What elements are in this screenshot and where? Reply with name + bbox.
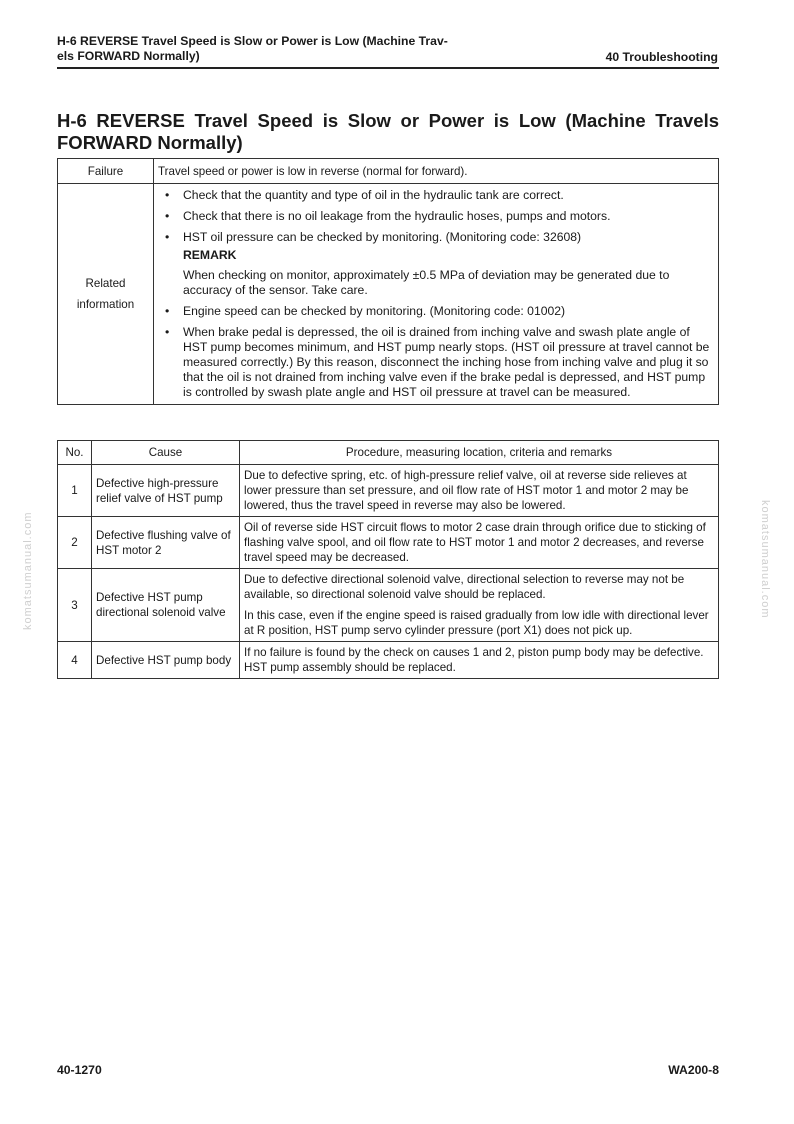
procedure-text: If no failure is found by the check on causes 1 and 2, piston pump body may be defective. HST pump assembly should be replaced.: [244, 646, 704, 674]
model-name: WA200-8: [668, 1063, 719, 1077]
cause-table: [57, 440, 719, 679]
info-item: [158, 209, 714, 224]
page-number: 40-1270: [57, 1063, 102, 1077]
info-item: [158, 304, 714, 319]
remark-block: [158, 248, 714, 298]
procedure-cell: [240, 642, 719, 679]
procedure-cell: [240, 517, 719, 569]
cause-number: 1: [58, 465, 92, 517]
procedure-cell: [240, 465, 719, 517]
bullet-icon: •: [165, 304, 170, 318]
info-item-text: When brake pedal is depressed, the oil is drained from inching valve and swash plate angle of HST pump becomes minimum, and HST pump nearly stops. (HST oil pressure at travel cannot be measured correctly.) By this reason, disconnect the inching hose from inching valve and plug it so that the oil is not drained from inching valve even if the brake pedal is depressed, and HST pump is controlled by swash plate angle and HST oil pressure at travel can be measured.: [183, 325, 710, 399]
cause-text: Defective high-pressure relief valve of HST pump: [92, 465, 240, 517]
header-no: No.: [58, 441, 92, 465]
remark-title: REMARK: [183, 248, 237, 262]
failure-row: [58, 159, 719, 184]
cause-number: 2: [58, 517, 92, 569]
cause-text: Defective flushing valve of HST motor 2: [92, 517, 240, 569]
info-item: [158, 188, 714, 203]
cause-number: 3: [58, 569, 92, 642]
related-information-row: [58, 184, 719, 405]
failure-label: Failure: [58, 159, 154, 184]
header-cause: Cause: [92, 441, 240, 465]
procedure-cell: [240, 569, 719, 642]
related-label-text: Related information: [76, 277, 135, 311]
info-item: [158, 325, 714, 400]
info-item-text: HST oil pressure can be checked by monitoring. (Monitoring code: 32608): [183, 230, 582, 244]
cause-row: [58, 517, 719, 569]
related-info-list: [158, 184, 714, 249]
related-information: [154, 184, 719, 405]
bullet-icon: •: [165, 188, 170, 202]
cause-row: [58, 465, 719, 517]
cause-text: Defective HST pump directional solenoid valve: [92, 569, 240, 642]
remark-text: When checking on monitor, approximately ±0.5 MPa of deviation may be generated due to accuracy of the sensor. Take care.: [183, 268, 670, 297]
bullet-icon: •: [165, 209, 170, 223]
watermark-right: komatsumanual.com: [759, 500, 771, 619]
procedure-text: Due to defective directional solenoid valve, directional selection to reverse may not be available, so directional solenoid valve should be replaced.: [244, 573, 685, 601]
procedure-text: Due to defective spring, etc. of high-pressure relief valve, oil at reverse side relieves at lower pressure than set pressure, and oil flow rate of HST motor 1 and motor 2 may be lowered, thus the travel speed in reverse may also be lowered.: [244, 469, 689, 512]
info-item-text: Check that the quantity and type of oil in the hydraulic tank are correct.: [183, 188, 564, 202]
cause-row: [58, 569, 719, 642]
related-info-list-continued: [158, 304, 714, 404]
cause-table-header: [58, 441, 719, 465]
bullet-icon: •: [165, 325, 170, 339]
info-item: [158, 230, 714, 245]
info-table: [57, 158, 719, 405]
cause-number: 4: [58, 642, 92, 679]
procedure-text: Oil of reverse side HST circuit flows to motor 2 case drain through orifice due to sticking of flashing valve spool, and oil flow rate to HST motor 1 and motor 2 decreases, and reverse travel speed may be decreased.: [244, 521, 706, 564]
header-title: H-6 REVERSE Travel Speed is Slow or Power is Low (Machine Trav- els FORWARD Normally): [57, 34, 448, 63]
cause-row: [58, 642, 719, 679]
cause-table-body: [58, 465, 719, 679]
info-item-text: Engine speed can be checked by monitoring. (Monitoring code: 01002): [183, 304, 566, 318]
header-procedure: Procedure, measuring location, criteria and remarks: [240, 441, 719, 465]
cause-text: Defective HST pump body: [92, 642, 240, 679]
page-title: H-6 REVERSE Travel Speed is Slow or Power is Low (Machine Travels FORWARD Normally): [57, 110, 719, 153]
failure-value: Travel speed or power is low in reverse (normal for forward).: [154, 159, 719, 184]
page-header: [57, 33, 719, 69]
related-label: [58, 184, 154, 405]
bullet-icon: •: [165, 230, 170, 244]
procedure-text: In this case, even if the engine speed is raised gradually from low idle with directional lever at R position, HST pump servo cylinder pressure (port X1) does not pick up.: [244, 609, 709, 637]
info-item-text: Check that there is no oil leakage from the hydraulic hoses, pumps and motors.: [183, 209, 611, 223]
watermark-left: komatsumanual.com: [22, 511, 34, 630]
header-section: 40 Troubleshooting: [605, 50, 718, 64]
